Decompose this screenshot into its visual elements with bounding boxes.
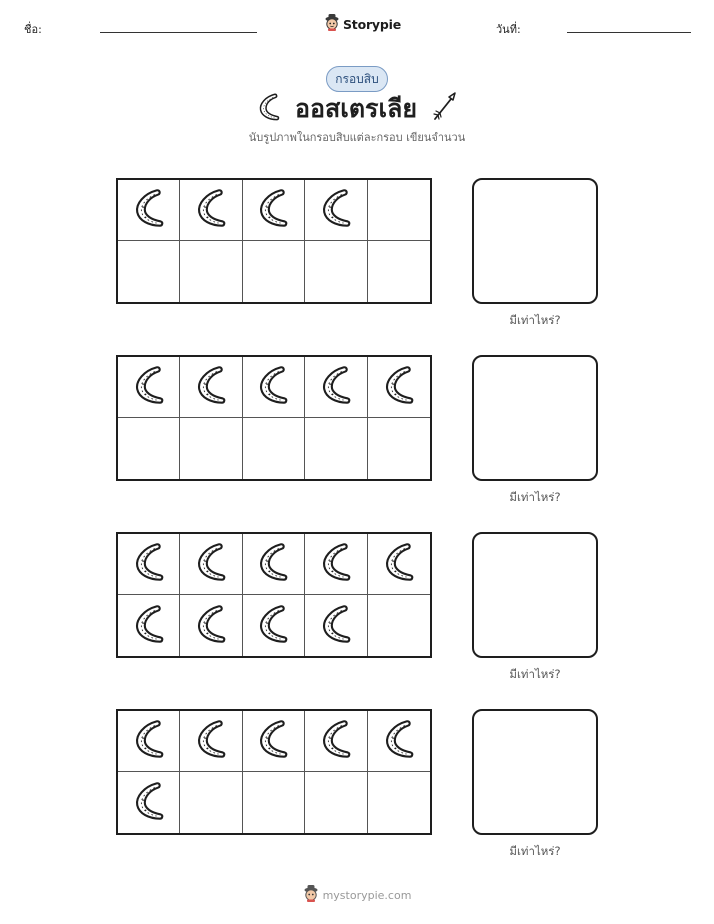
ten-frame [116,709,432,835]
ten-frame-cell [118,241,180,302]
ten-frame-cell [180,534,242,595]
ten-frame [116,355,432,481]
name-write-line[interactable] [100,32,257,33]
ten-frame-cell [118,534,180,595]
ten-frame-cell [180,418,242,479]
how-many-label: มีเท่าไหร่? [509,490,561,504]
ten-frame-cell [305,357,367,418]
boomerang-icon [132,187,166,233]
ten-frame-cell [243,711,305,772]
ten-frame-cell [180,772,242,833]
boomerang-icon [132,718,166,764]
ten-frame [116,178,432,304]
boomerang-icon [382,541,416,587]
storypie-logo [324,13,401,35]
boomerang-icon [256,718,290,764]
ten-frame-cell [118,595,180,656]
storypie-mascot-icon [324,13,340,35]
ten-frame-cell [305,595,367,656]
ten-frame-cell [243,595,305,656]
boomerang-icon [194,718,228,764]
ten-frame-cell [243,180,305,241]
topic-badge: กรอบสิบ [326,66,388,92]
answer-box[interactable] [472,709,598,835]
ten-frame-cell [118,772,180,833]
title-row [0,92,714,126]
ten-frame-cell [118,711,180,772]
ten-frame-cell [180,357,242,418]
ten-frame-cell [118,357,180,418]
ten-frame-cell [305,241,367,302]
boomerang-icon [256,541,290,587]
ten-frame-cell [368,772,430,833]
boomerang-icon [132,541,166,587]
how-many-label: มีเท่าไหร่? [509,844,561,858]
date-label: วันที่: [496,23,521,36]
ten-frame-cell [180,711,242,772]
ten-frame-cell [368,534,430,595]
footer-url: mystorypie.com [322,888,412,902]
how-many-label: มีเท่าไหร่? [509,667,561,681]
boomerang-icon [319,187,353,233]
ten-frame-cell [180,595,242,656]
ten-frame-cell [243,772,305,833]
boomerang-icon [257,92,281,126]
instructions: นับรูปภาพในกรอบสิบแต่ละกรอบ เขียนจำนวน [248,131,466,144]
ten-frame-cell [180,241,242,302]
ten-frame [116,532,432,658]
boomerang-icon [132,603,166,649]
ten-frame-cell [305,711,367,772]
ten-frame-cell [305,534,367,595]
boomerang-icon [256,364,290,410]
boomerang-icon [319,541,353,587]
ten-frame-cell [243,534,305,595]
answer-box[interactable] [472,532,598,658]
ten-frame-cell [243,357,305,418]
worksheet-title: ออสเตรเลีย [294,94,417,123]
boomerang-icon [194,603,228,649]
ten-frame-cell [368,241,430,302]
brand-name: Storypie [343,16,401,32]
boomerang-icon [319,603,353,649]
ten-frame-cell [368,711,430,772]
boomerang-icon [132,364,166,410]
boomerang-icon [319,718,353,764]
boomerang-icon [194,187,228,233]
name-label: ชื่อ: [24,23,42,36]
ten-frame-cell [368,595,430,656]
storypie-mascot-icon [303,884,319,906]
boomerang-icon [194,364,228,410]
footer [0,884,714,906]
boomerang-icon [382,718,416,764]
ten-frame-cell [305,772,367,833]
ten-frame-cell [118,418,180,479]
answer-box[interactable] [472,178,598,304]
ten-frame-cell [305,180,367,241]
boomerang-icon [132,780,166,826]
boomerang-icon [256,187,290,233]
ten-frame-cell [243,418,305,479]
boomerang-icon [319,364,353,410]
ten-frame-cell [368,180,430,241]
how-many-label: มีเท่าไหร่? [509,313,561,327]
ten-frame-cell [368,418,430,479]
ten-frame-cell [180,180,242,241]
boomerang-icon [256,603,290,649]
spear-icon [431,92,457,126]
ten-frame-cell [305,418,367,479]
answer-box[interactable] [472,355,598,481]
date-write-line[interactable] [567,32,691,33]
ten-frame-cell [118,180,180,241]
ten-frame-cell [368,357,430,418]
boomerang-icon [194,541,228,587]
ten-frame-cell [243,241,305,302]
boomerang-icon [382,364,416,410]
